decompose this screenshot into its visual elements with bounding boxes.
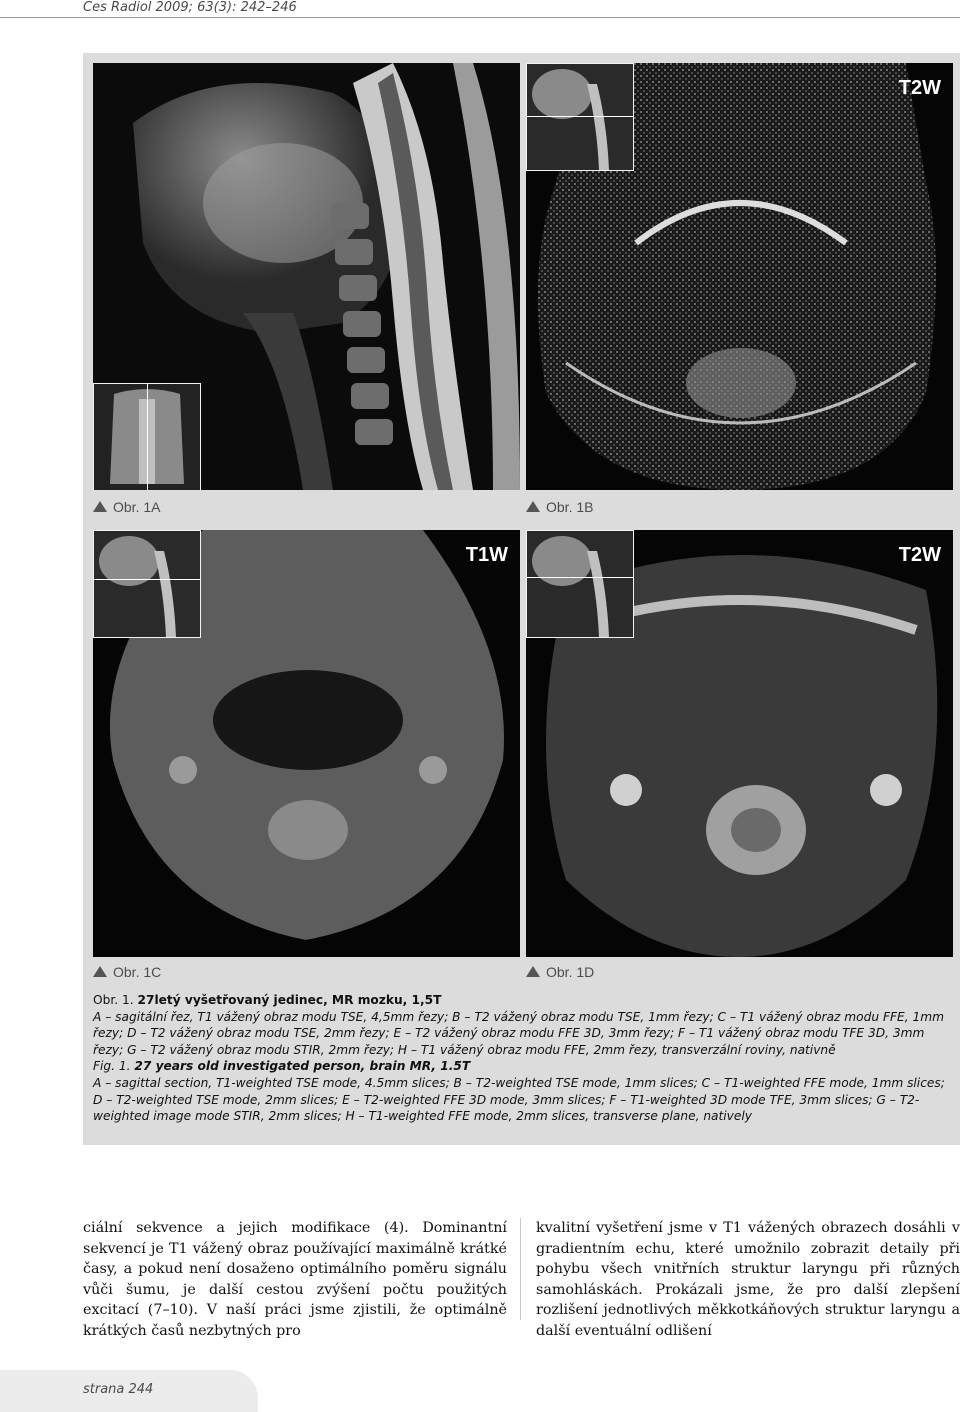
localizer-line <box>147 384 148 490</box>
sequence-tag-b: T2W <box>898 77 941 99</box>
localizer-line-b <box>527 116 633 117</box>
panel-label-d: Obr. 1D <box>526 964 594 980</box>
caption-en-header: Fig. 1. 27 years old investigated person, brain MR, 1.5T <box>93 1059 471 1074</box>
body-column-right: kvalitní vyšetření jsme v T1 vážených obrazech dosáhli v gradientním echu, které umožnilo zobrazit detaily při pohybu všech vnitřních struktur laryngu při různých samohláskách. Prokázali jsme, že pro další zlepšení rozlišení jednotlivých měkkotkáňových struktur laryngu a další eventuální odlišení <box>536 1220 960 1339</box>
caption-cz-header: Obr. 1. 27letý vyšetřovaný jedinec, MR mozku, 1,5T <box>93 993 442 1007</box>
sequence-tag-c: T1W <box>465 544 508 566</box>
mri-image-a <box>93 63 520 490</box>
localizer-c-graphic <box>94 531 200 637</box>
header-divider <box>0 17 960 18</box>
coronal-localizer-inset <box>93 383 201 490</box>
sequence-tag-d: T2W <box>898 544 941 566</box>
triangle-up-icon <box>93 966 107 977</box>
body-column-left: ciální sekvence a jejich modifikace (4). Dominantní sekvencí je T1 vážený obraz používající maximálně krátké časy, a pokud není dosaženo optimálního poměru signálu vůči šumu, je další cestou zvýšení počtu použitých excitací (7–10). V naší práci jsme zjistili, že optimálně krátkých časů nezbytných pro <box>83 1220 507 1339</box>
localizer-d-graphic <box>527 531 633 637</box>
sagittal-localizer-inset-c <box>93 530 201 638</box>
sagittal-localizer-inset-b <box>526 63 634 171</box>
mri-image-b <box>526 63 953 490</box>
triangle-up-icon <box>93 501 107 512</box>
localizer-line-d <box>527 577 633 578</box>
localizer-line-c <box>94 579 200 580</box>
column-divider <box>520 1218 521 1320</box>
mri-image-c <box>93 530 520 957</box>
triangle-up-icon <box>526 501 540 512</box>
sagittal-localizer-inset-d <box>526 530 634 638</box>
caption-en-body: A – sagittal section, T1-weighted TSE mode, 4.5mm slices; B – T2-weighted TSE mode, 1mm slices; C – T1-weighted FFE mode, 1mm slices; D – T2-weighted TSE mode, 2mm slices; E – T2-weighted FFE 3D mode, 3mm slices; F – T1-weighted 3D mode TFE, 3mm slices; G – T2-weighted image mode STIR, 2mm slices; H – T1-weighted FFE mode, 2mm slices, transverse plane, natively <box>93 1075 945 1124</box>
triangle-up-icon <box>526 966 540 977</box>
figure-caption <box>93 992 955 1125</box>
panel-label-c: Obr. 1C <box>93 964 161 980</box>
page-number: strana 244 <box>83 1382 154 1397</box>
panel-label-b: Obr. 1B <box>526 499 593 515</box>
mri-image-d <box>526 530 953 957</box>
localizer-b-graphic <box>527 64 633 170</box>
caption-cz-body: A – sagitální řez, T1 vážený obraz modu TSE, 4,5mm řezy; B – T2 vážený obraz modu TSE, 1mm řezy; C – T1 vážený obraz modu FFE, 1mm řezy; D – T2 vážený obraz modu TSE, 2mm řezy; E – T2 vážený obraz modu FFE 3D, 3mm řezy; F – T1 vážený obraz modu TFE 3D, 3mm řezy; G – T2 vážený obraz modu STIR, 2mm řezy; H – T1 vážený obraz modu FFE, 2mm řezy, transverzální roviny, nativně <box>93 1009 944 1057</box>
journal-citation: Ces Radiol 2009; 63(3): 242–246 <box>83 0 297 15</box>
panel-label-a: Obr. 1A <box>93 499 160 515</box>
